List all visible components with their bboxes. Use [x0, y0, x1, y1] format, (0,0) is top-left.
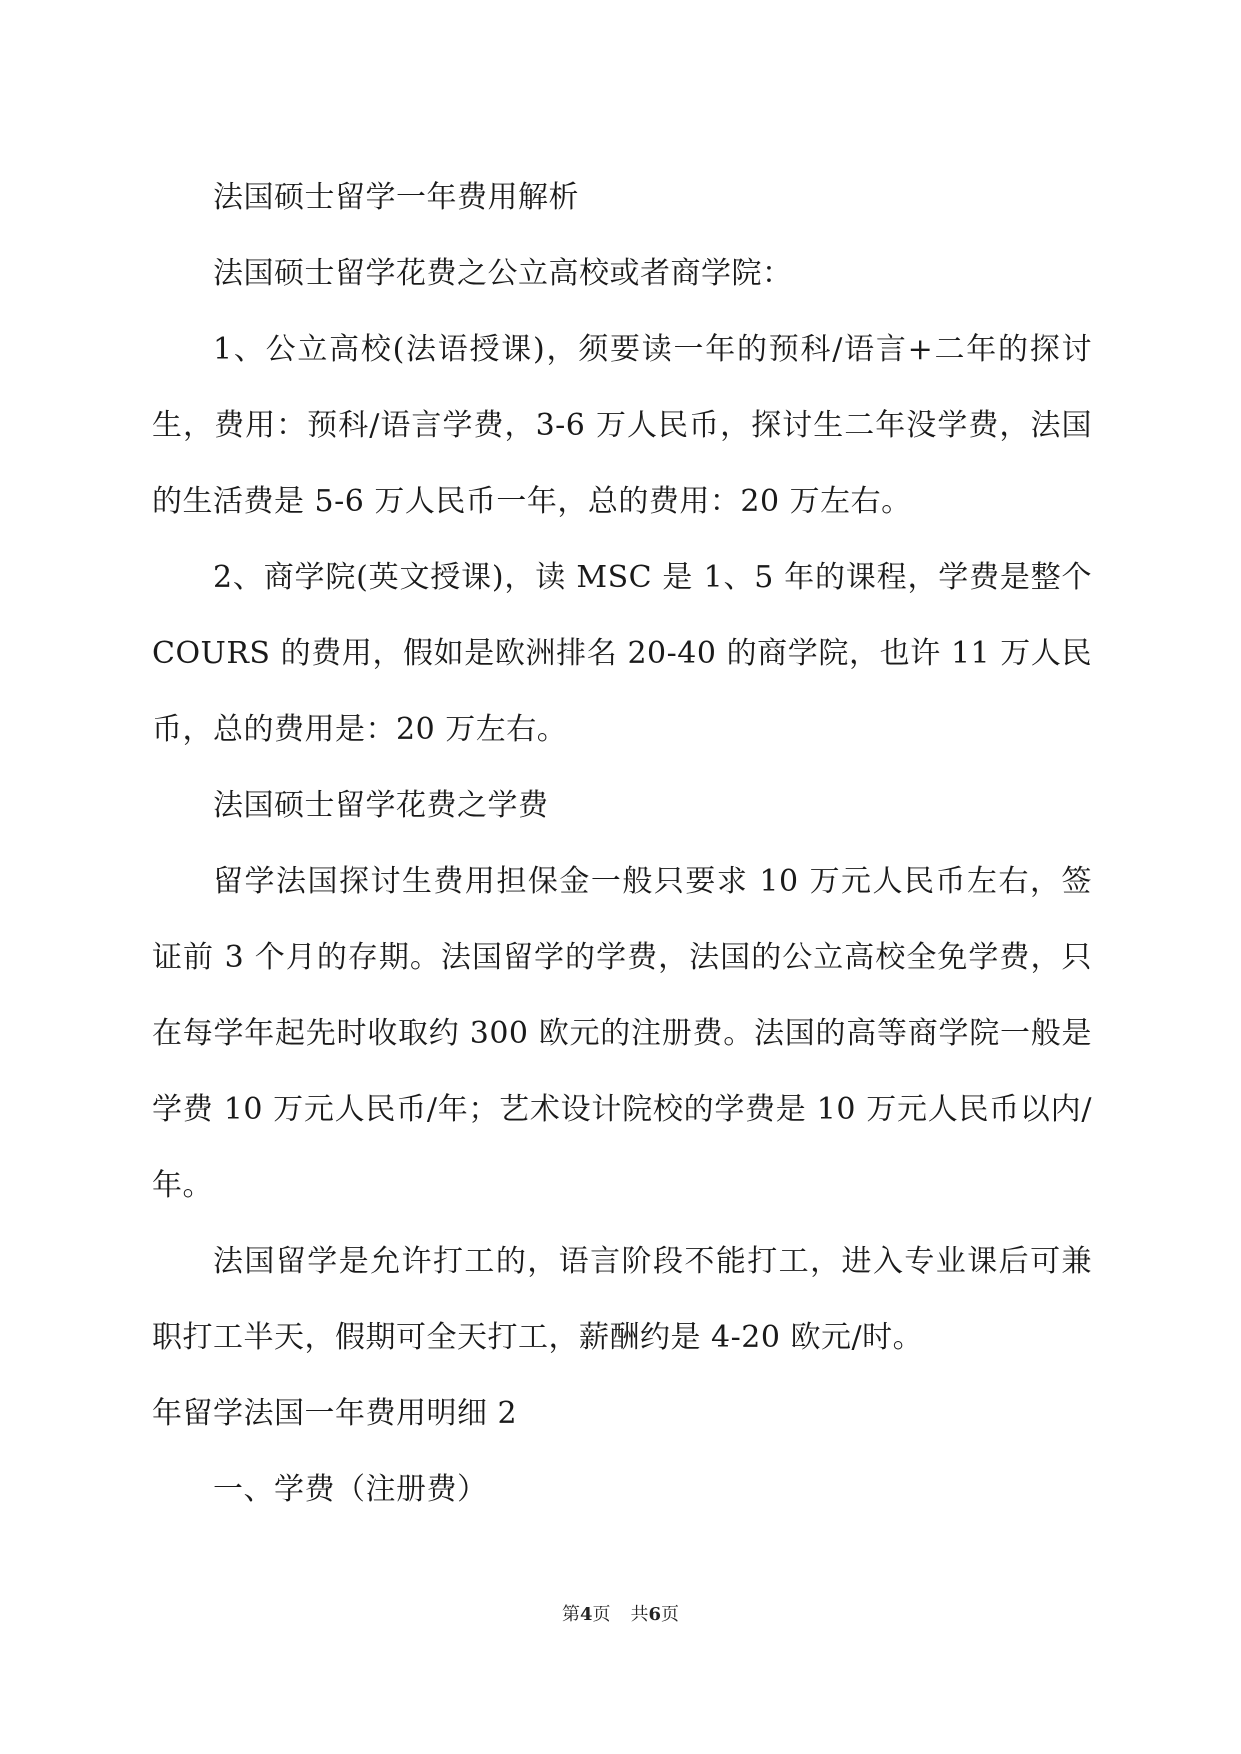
page-prefix: 第: [561, 1604, 580, 1625]
total-prefix: 共: [630, 1604, 649, 1625]
total-suffix: 页: [661, 1604, 680, 1625]
section-heading-public-or-business: 法国硕士留学花费之公立高校或者商学院：: [213, 256, 793, 291]
document-body: [152, 160, 1092, 1528]
page-footer: [0, 1600, 1241, 1626]
subheading-tuition-registration: 一、学费（注册费）: [213, 1472, 488, 1507]
section-heading-tuition: 法国硕士留学花费之学费: [213, 788, 549, 823]
paragraph-part-time-work: 法国留学是允许打工的，语言阶段不能打工，进入专业课后可兼职打工半天，假期可全天打工，薪酬约是 4-20 欧元/时。: [152, 1244, 1092, 1355]
document-title: 法国硕士留学一年费用解析: [213, 180, 579, 215]
total-pages: 6: [648, 1604, 662, 1625]
section-heading-expense-details: 年留学法国一年费用明细 2: [152, 1396, 518, 1431]
paragraph-public-university: 1、公立高校(法语授课)，须要读一年的预科/语言+二年的探讨生，费用：预科/语言学费，3-6 万人民币，探讨生二年没学费，法国的生活费是 5-6 万人民币一年，总的费用：20 万左右。: [152, 332, 1092, 519]
paragraph-tuition-details: 留学法国探讨生费用担保金一般只要求 10 万元人民币左右，签证前 3 个月的存期。法国留学的学费，法国的公立高校全免学费，只在每学年起先时收取约 300 欧元的注册费。法国的高等商学院一般是学费 10 万元人民币/年；艺术设计院校的学费是 10 万元人民币以内/年。: [152, 864, 1092, 1203]
page-suffix: 页: [592, 1604, 611, 1625]
page-number: 4: [579, 1604, 593, 1625]
paragraph-business-school: 2、商学院(英文授课)，读 MSC 是 1、5 年的课程，学费是整个 COURS 的费用，假如是欧洲排名 20-40 的商学院，也许 11 万人民币，总的费用是：20 万左右。: [152, 560, 1092, 747]
